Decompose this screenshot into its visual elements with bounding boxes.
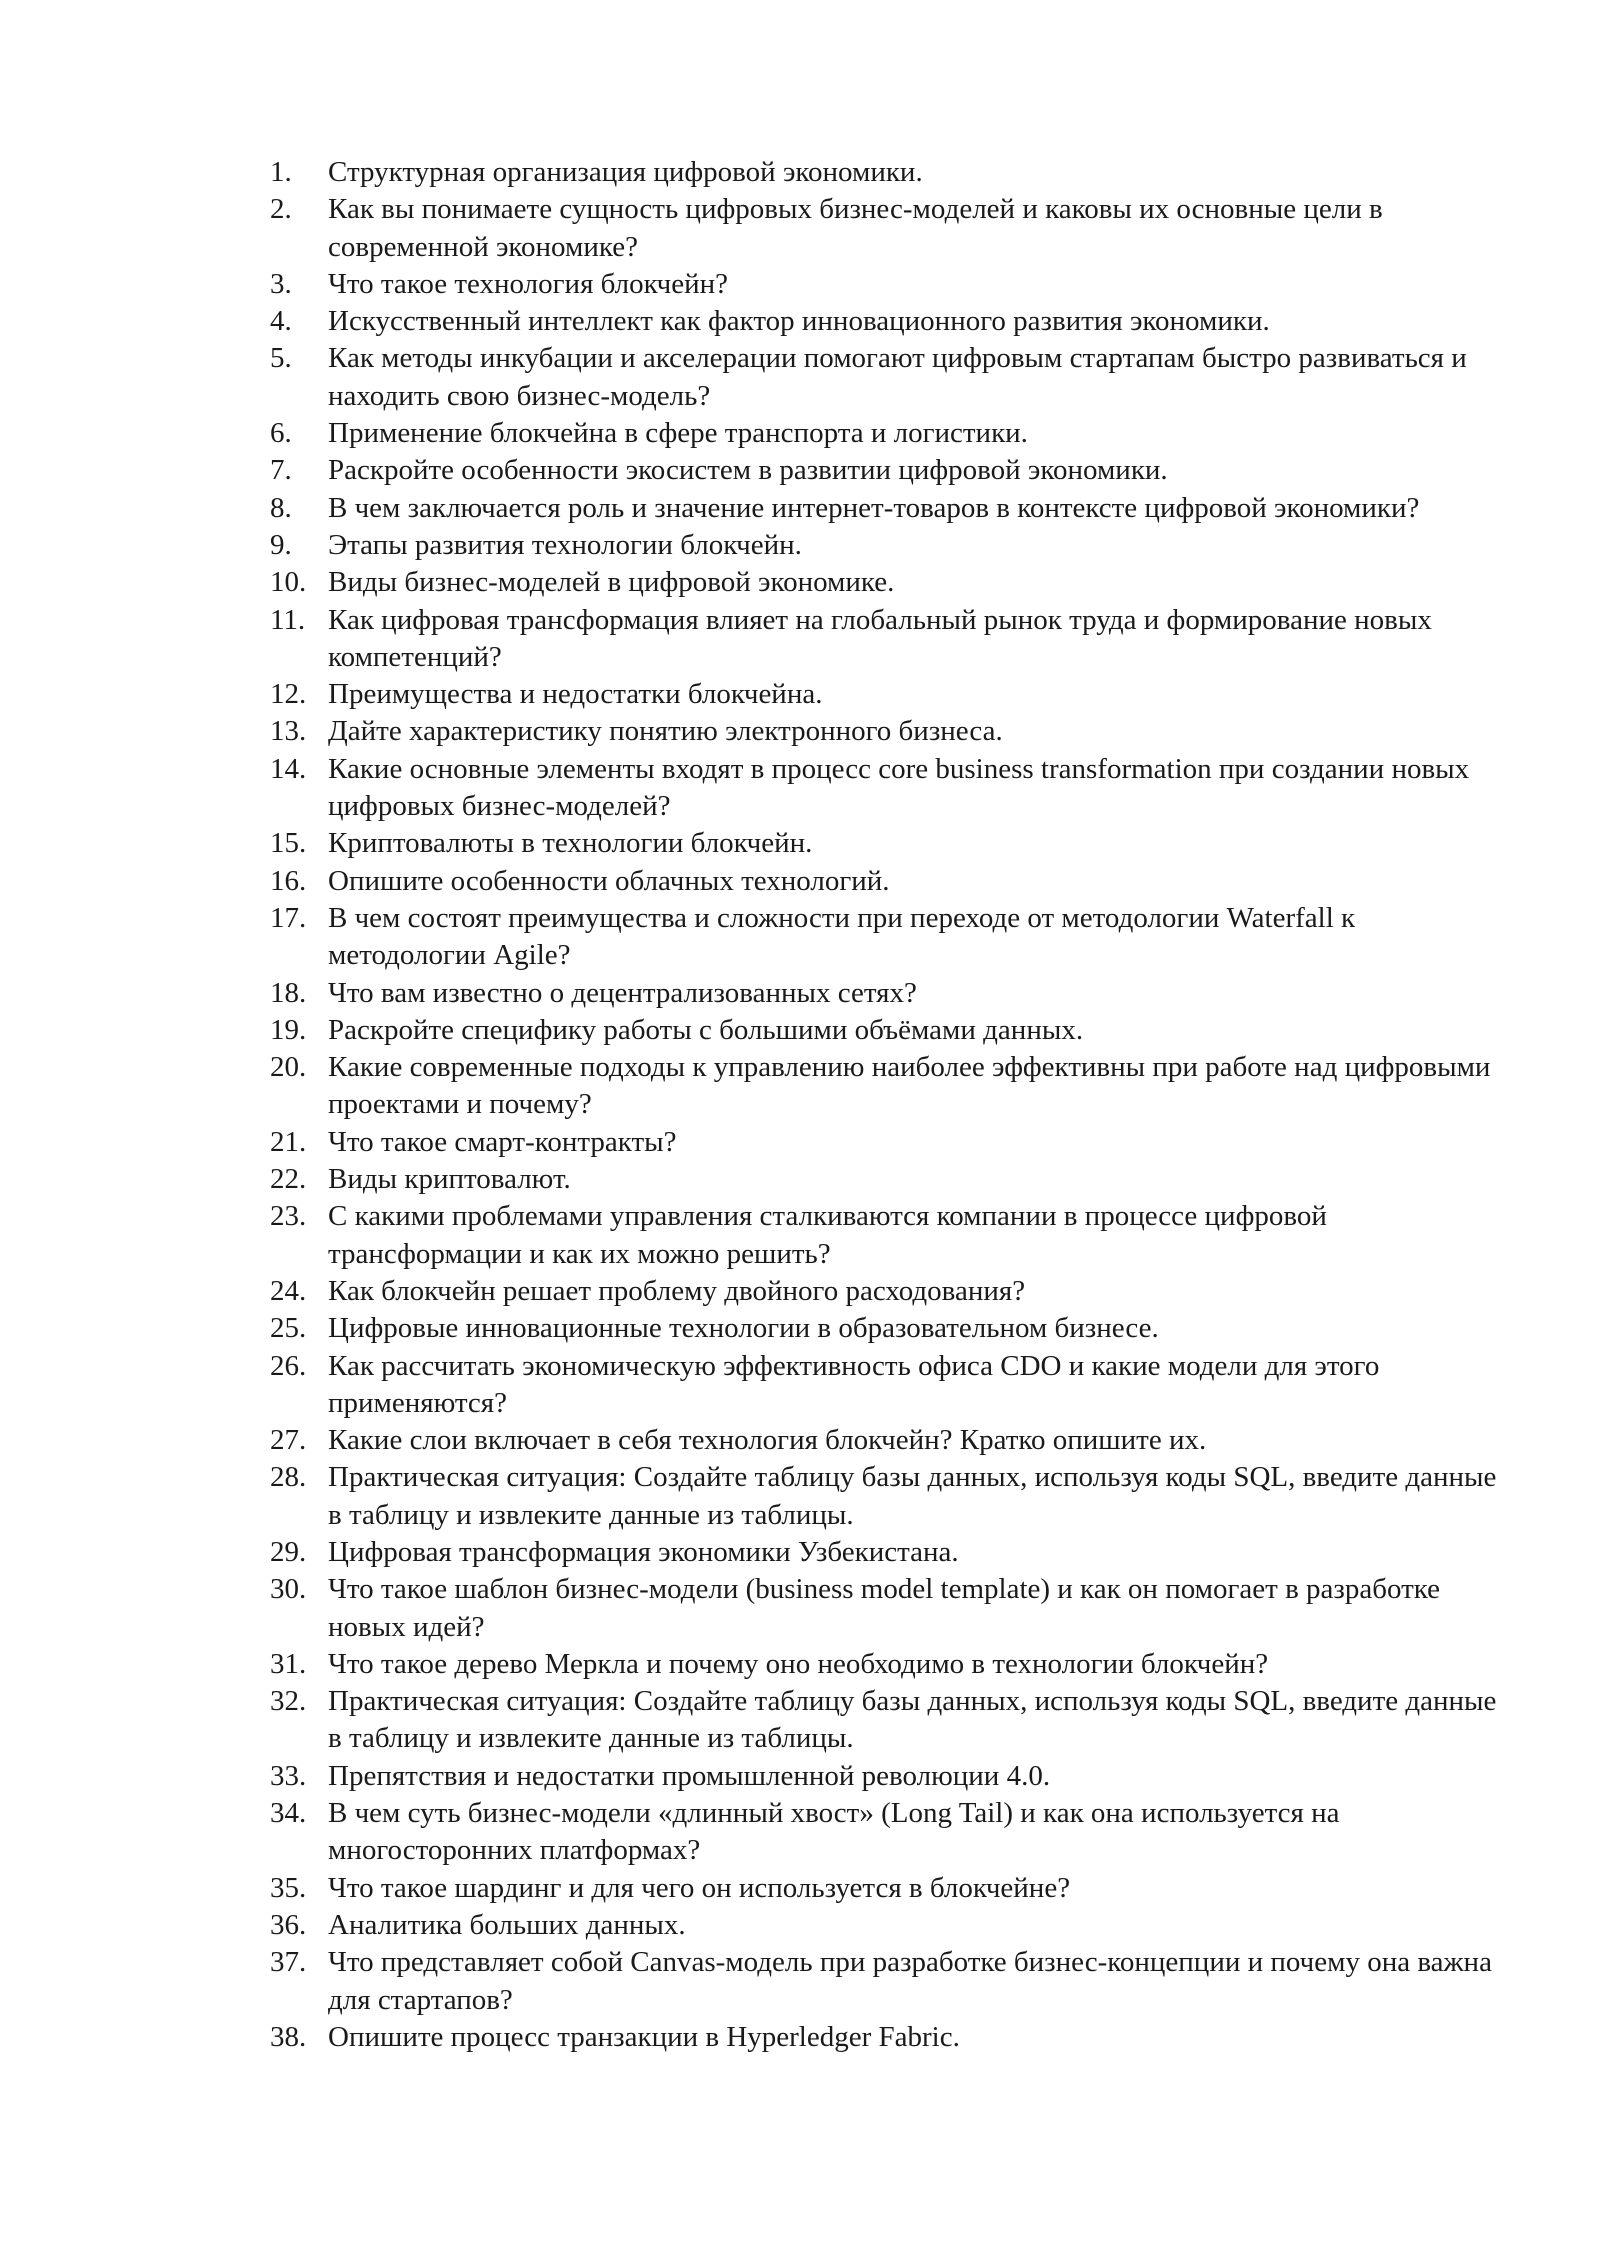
question-item — [270, 825, 1510, 862]
question-text: Что вам известно о децентрализованных сетях? — [328, 976, 917, 1009]
question-number: 24. — [270, 1274, 307, 1307]
question-text: Дайте характеристику понятию электронного бизнеса. — [328, 715, 1003, 748]
question-item — [270, 1049, 1510, 1124]
question-number: 21. — [270, 1125, 307, 1158]
question-text: Практическая ситуация: Создайте таблицу базы данных, используя коды SQL, введите данные в таблицу и извлеките данные из таблицы. — [328, 1461, 1497, 1531]
question-number: 30. — [270, 1573, 307, 1606]
question-text: Раскройте специфику работы с большими объёмами данных. — [328, 1013, 1084, 1046]
question-text: Что такое смарт-контракты? — [328, 1125, 677, 1158]
question-item — [270, 340, 1510, 415]
question-number: 16. — [270, 864, 307, 897]
question-item — [270, 1161, 1510, 1198]
question-item — [270, 676, 1510, 713]
question-text: Виды бизнес-моделей в цифровой экономике. — [328, 566, 895, 599]
question-text: Цифровые инновационные технологии в образовательном бизнесе. — [328, 1312, 1159, 1345]
question-text: Структурная организация цифровой экономики. — [328, 156, 923, 188]
question-text: Препятствия и недостатки промышленной революции 4.0. — [328, 1759, 1051, 1792]
question-item — [270, 863, 1510, 900]
question-text: Как методы инкубации и акселерации помогают цифровым стартапам быстро развиваться и находить свою бизнес-модель? — [328, 342, 1467, 412]
question-item — [270, 1310, 1510, 1347]
question-number: 26. — [270, 1349, 307, 1382]
question-text: Какие современные подходы к управлению наиболее эффективны при работе над цифровыми проектами и почему? — [328, 1051, 1491, 1121]
question-text: Раскройте особенности экосистем в развитии цифровой экономики. — [328, 454, 1168, 487]
question-item — [270, 1198, 1510, 1273]
question-number: 4. — [270, 305, 292, 338]
question-number: 18. — [270, 976, 307, 1009]
question-item — [270, 1422, 1510, 1459]
question-text: В чем состоят преимущества и сложности при переходе от методологии Waterfall к методологии Agile? — [328, 901, 1356, 972]
question-item — [270, 1683, 1510, 1758]
question-number: 29. — [270, 1535, 307, 1568]
question-item — [270, 266, 1510, 303]
question-number: 2. — [270, 193, 292, 226]
question-number: 9. — [270, 528, 292, 561]
question-text: Как вы понимаете сущность цифровых бизнес-моделей и каковы их основные цели в современной экономике? — [328, 193, 1383, 263]
question-item — [270, 975, 1510, 1012]
question-number: 17. — [270, 901, 307, 934]
question-text: Что такое шаблон бизнес-модели (business model template) и как он помогает в разработке новых идей? — [328, 1573, 1440, 1643]
question-item — [270, 1012, 1510, 1049]
question-text: Как цифровая трансформация влияет на глобальный рынок труда и формирование новых компетенций? — [328, 603, 1432, 673]
question-item — [270, 1459, 1510, 1534]
question-text: Что представляет собой Canvas-модель при разработке бизнес-концепции и почему она важна для стартапов? — [328, 1946, 1492, 2016]
question-number: 38. — [270, 2020, 307, 2053]
question-item — [270, 900, 1510, 975]
question-item — [270, 1758, 1510, 1795]
question-item — [270, 452, 1510, 489]
question-text: Практическая ситуация: Создайте таблицу базы данных, используя коды SQL, введите данные в таблицу и извлеките данные из таблицы. — [328, 1685, 1497, 1755]
question-text: Что такое дерево Меркла и почему оно необходимо в технологии блокчейн? — [328, 1647, 1269, 1680]
question-item — [270, 751, 1510, 826]
question-number: 1. — [270, 156, 292, 188]
question-text: В чем заключается роль и значение интернет-товаров в контексте цифровой экономики? — [328, 491, 1420, 524]
question-number: 10. — [270, 566, 307, 599]
question-number: 34. — [270, 1797, 307, 1830]
question-text: Этапы развития технологии блокчейн. — [328, 528, 802, 561]
question-number: 20. — [270, 1051, 307, 1084]
question-item — [270, 713, 1510, 750]
question-text: Какие основные элементы входят в процесс core business transformation при создании новых цифровых бизнес-моделей? — [328, 752, 1470, 823]
question-number: 23. — [270, 1200, 307, 1233]
question-text: Какие слои включает в себя технология блокчейн? Кратко опишите их. — [328, 1424, 1207, 1457]
question-list — [270, 154, 1510, 2056]
question-item — [270, 303, 1510, 340]
question-item — [270, 1571, 1510, 1646]
question-item — [270, 1273, 1510, 1310]
question-number: 27. — [270, 1424, 307, 1457]
question-text: Опишите процесс транзакции в Hyperledger Fabric. — [328, 2020, 960, 2053]
question-item — [270, 490, 1510, 527]
question-text: Аналитика больших данных. — [328, 1908, 686, 1941]
question-number: 7. — [270, 454, 292, 487]
question-text: Как рассчитать экономическую эффективность офиса CDO и какие модели для этого применяются? — [328, 1349, 1380, 1419]
question-item — [270, 2019, 1510, 2056]
question-text: Цифровая трансформация экономики Узбекистана. — [328, 1535, 959, 1568]
question-number: 22. — [270, 1163, 307, 1196]
question-text: Что такое шардинг и для чего он используется в блокчейне? — [328, 1871, 1071, 1904]
question-item — [270, 1646, 1510, 1683]
question-text: Опишите особенности облачных технологий. — [328, 864, 890, 897]
question-text: В чем суть бизнес-модели «длинный хвост» (Long Tail) и как она используется на многосторонних платформах? — [328, 1797, 1340, 1867]
question-number: 12. — [270, 678, 307, 711]
question-item — [270, 1348, 1510, 1423]
question-number: 37. — [270, 1946, 307, 1979]
question-item — [270, 1907, 1510, 1944]
question-number: 8. — [270, 491, 292, 524]
question-text: Виды криптовалют. — [328, 1163, 571, 1196]
question-item — [270, 1795, 1510, 1870]
question-number: 25. — [270, 1312, 307, 1345]
question-item — [270, 191, 1510, 266]
question-item — [270, 527, 1510, 564]
question-item — [270, 602, 1510, 677]
question-text: Преимущества и недостатки блокчейна. — [328, 678, 823, 711]
question-item — [270, 1870, 1510, 1907]
question-number: 31. — [270, 1647, 307, 1680]
question-item — [270, 154, 1510, 191]
question-number: 32. — [270, 1685, 307, 1718]
question-number: 35. — [270, 1871, 307, 1904]
question-text: Искусственный интеллект как фактор инновационного развития экономики. — [328, 305, 1270, 338]
question-number: 15. — [270, 827, 307, 860]
question-text: Что такое технология блокчейн? — [328, 267, 728, 300]
question-text: С какими проблемами управления сталкиваются компании в процессе цифровой трансформации и как их можно решить? — [328, 1200, 1327, 1270]
question-number: 19. — [270, 1013, 307, 1046]
question-text: Применение блокчейна в сфере транспорта и логистики. — [328, 417, 1028, 450]
question-number: 6. — [270, 417, 292, 450]
question-item — [270, 1124, 1510, 1161]
question-number: 13. — [270, 715, 307, 748]
question-text: Как блокчейн решает проблему двойного расходования? — [328, 1274, 1026, 1307]
question-number: 28. — [270, 1461, 307, 1494]
question-text: Криптовалюты в технологии блокчейн. — [328, 827, 813, 860]
question-number: 36. — [270, 1908, 307, 1941]
question-number: 33. — [270, 1759, 307, 1792]
question-number: 11. — [270, 603, 306, 636]
question-item — [270, 415, 1510, 452]
question-number: 5. — [270, 342, 292, 375]
question-item — [270, 1944, 1510, 2019]
question-number: 3. — [270, 267, 292, 300]
question-number: 14. — [270, 752, 307, 785]
question-item — [270, 1534, 1510, 1571]
question-item — [270, 564, 1510, 601]
